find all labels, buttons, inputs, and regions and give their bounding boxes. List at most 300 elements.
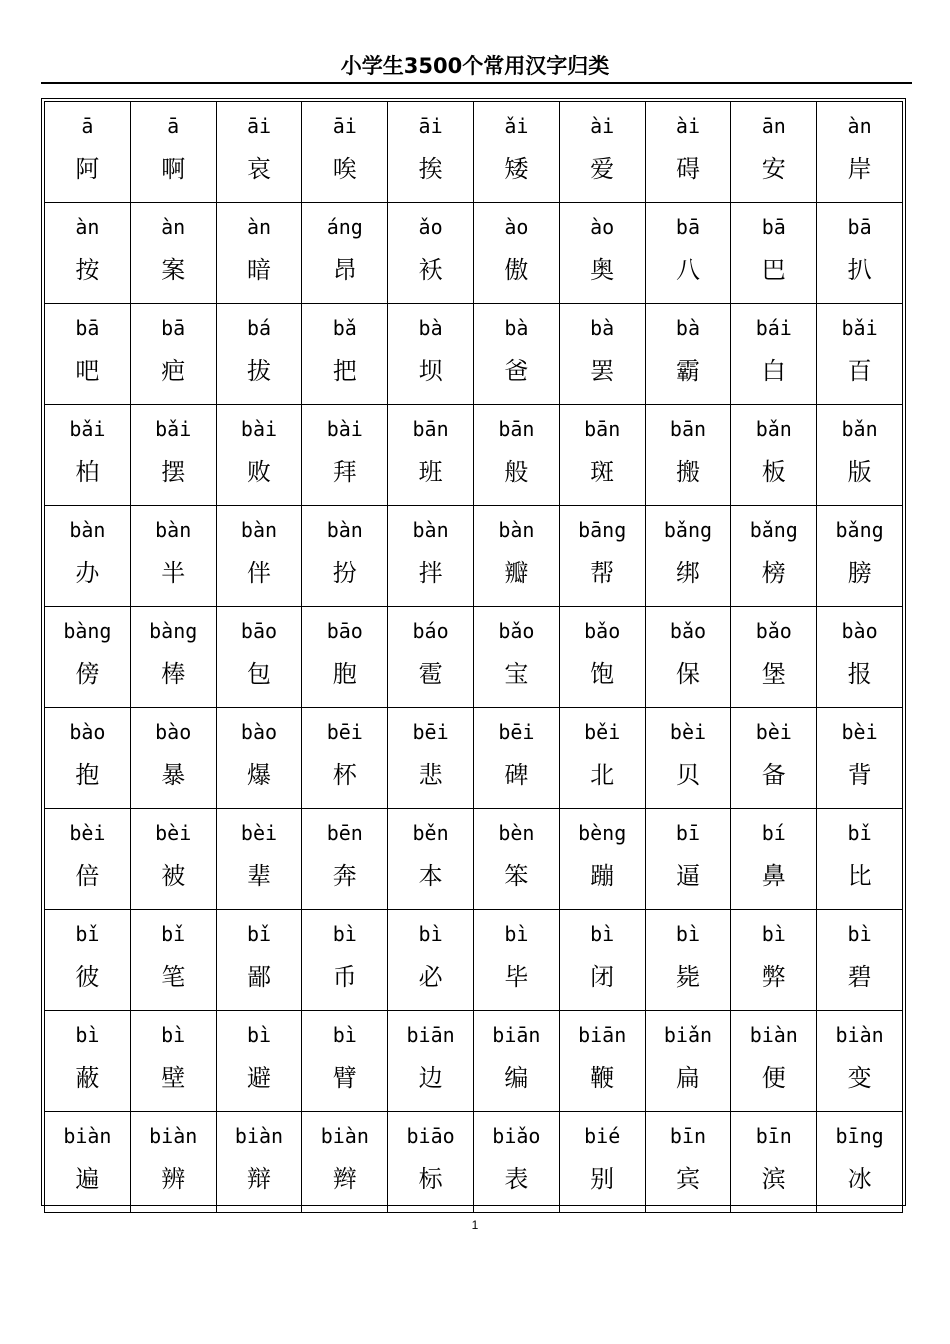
pinyin-label: bǎo [498, 619, 535, 643]
grid-row [45, 708, 903, 809]
character-cell [731, 708, 817, 809]
hanzi-character: 滨 [761, 1165, 786, 1193]
character-cell [645, 304, 731, 405]
pinyin-label: bào [240, 720, 278, 744]
pinyin-label: biān [406, 1023, 455, 1047]
hanzi-character: 按 [75, 256, 100, 284]
character-cell [473, 1011, 559, 1112]
character-cell [731, 1112, 817, 1213]
pinyin-label: bā [847, 215, 872, 239]
pinyin-label: biāo [406, 1124, 455, 1148]
hanzi-character: 抱 [75, 761, 100, 789]
hanzi-character: 暗 [246, 256, 271, 284]
pinyin-label: biàn [749, 1023, 798, 1047]
character-cell [817, 102, 903, 203]
hanzi-character: 安 [761, 155, 786, 183]
character-cell [302, 1112, 388, 1213]
pinyin-label: bā [75, 316, 100, 340]
character-cell [302, 910, 388, 1011]
character-cell [817, 506, 903, 607]
character-cell [388, 1011, 474, 1112]
character-cell [731, 203, 817, 304]
hanzi-character: 岸 [847, 155, 872, 183]
character-cell [645, 607, 731, 708]
hanzi-character: 伴 [246, 559, 271, 587]
pinyin-label: bǎng [663, 518, 713, 542]
character-cell [388, 203, 474, 304]
pinyin-label: bì [332, 922, 357, 946]
character-cell [645, 809, 731, 910]
grid-row [45, 910, 903, 1011]
pinyin-label: bà [675, 316, 701, 340]
hanzi-character: 鞭 [590, 1064, 615, 1092]
character-cell [645, 102, 731, 203]
character-cell [731, 809, 817, 910]
pinyin-label: biàn [234, 1124, 284, 1148]
pinyin-label: biān [492, 1023, 541, 1047]
hanzi-character: 昂 [332, 256, 357, 284]
character-cell [473, 203, 559, 304]
pinyin-label: bèi [841, 720, 878, 744]
character-cell [45, 1112, 131, 1213]
hanzi-character: 唉 [332, 155, 357, 183]
character-cell [216, 1112, 302, 1213]
character-cell [473, 405, 559, 506]
pinyin-label: bàng [149, 619, 198, 643]
character-cell [559, 910, 645, 1011]
pinyin-label: bàn [69, 518, 106, 542]
grid-row [45, 304, 903, 405]
character-cell [302, 304, 388, 405]
hanzi-character: 傍 [75, 660, 100, 688]
character-cell [388, 607, 474, 708]
character-cell [216, 809, 302, 910]
pinyin-label: báo [412, 619, 449, 643]
hanzi-character: 背 [847, 761, 872, 789]
pinyin-label: bǎn [841, 417, 878, 441]
pinyin-label: bǐ [847, 821, 872, 845]
hanzi-character: 把 [332, 357, 357, 385]
hanzi-character: 贝 [675, 761, 700, 789]
hanzi-character: 辫 [332, 1165, 357, 1193]
hanzi-character: 扒 [847, 256, 872, 284]
pinyin-label: bān [584, 417, 621, 441]
character-cell [388, 1112, 474, 1213]
hanzi-character: 北 [590, 761, 615, 789]
hanzi-character: 碑 [504, 761, 529, 789]
character-cell [645, 203, 731, 304]
character-cell [388, 708, 474, 809]
pinyin-label: bā [761, 215, 786, 239]
pinyin-label: bǐ [161, 922, 186, 946]
character-cell [817, 1112, 903, 1213]
hanzi-character: 霸 [675, 357, 700, 385]
hanzi-character: 边 [418, 1064, 443, 1092]
character-cell [302, 405, 388, 506]
hanzi-character: 案 [161, 256, 186, 284]
character-cell [473, 102, 559, 203]
pinyin-label: bā [161, 316, 186, 340]
hanzi-character: 饱 [590, 660, 615, 688]
pinyin-label: biàn [63, 1124, 112, 1148]
pinyin-label: bān [498, 417, 535, 441]
pinyin-label: bì [590, 922, 615, 946]
hanzi-character: 矮 [504, 155, 529, 183]
hanzi-character: 堡 [761, 660, 786, 688]
character-cell [817, 809, 903, 910]
pinyin-label: bí [761, 821, 786, 845]
pinyin-label: bài [326, 417, 363, 441]
hanzi-character: 巴 [761, 256, 786, 284]
pinyin-label: bēn [326, 821, 363, 845]
hanzi-character: 悲 [418, 761, 443, 789]
character-cell [731, 304, 817, 405]
pinyin-label: ài [590, 114, 615, 138]
pinyin-label: biǎn [663, 1023, 713, 1047]
grid-row [45, 405, 903, 506]
character-cell [45, 102, 131, 203]
hanzi-character: 鄙 [246, 963, 271, 991]
hanzi-character: 变 [847, 1064, 872, 1092]
hanzi-character: 败 [246, 458, 271, 486]
hanzi-character: 版 [847, 458, 872, 486]
hanzi-character: 本 [418, 862, 443, 890]
pinyin-label: ài [675, 114, 701, 138]
hanzi-character: 别 [590, 1165, 615, 1193]
pinyin-label: biǎo [492, 1124, 541, 1148]
character-cell [45, 304, 131, 405]
character-cell [302, 102, 388, 203]
hanzi-character: 拔 [246, 357, 271, 385]
character-cell [559, 405, 645, 506]
hanzi-character: 必 [418, 963, 443, 991]
character-cell [473, 708, 559, 809]
grid-row [45, 1011, 903, 1112]
hanzi-character: 臂 [332, 1064, 357, 1092]
hanzi-character: 帮 [590, 559, 615, 587]
character-cell [645, 708, 731, 809]
hanzi-character: 胞 [332, 660, 357, 688]
pinyin-label: bēi [326, 720, 363, 744]
character-cell [130, 1112, 216, 1213]
pinyin-label: bì [246, 1023, 272, 1047]
hanzi-character: 摆 [161, 458, 186, 486]
character-cell [559, 809, 645, 910]
hanzi-character: 榜 [761, 559, 786, 587]
pinyin-label: bàn [412, 518, 449, 542]
character-cell [388, 809, 474, 910]
character-cell [388, 304, 474, 405]
pinyin-label: bèi [155, 821, 192, 845]
character-cell [473, 506, 559, 607]
pinyin-label: bèi [69, 821, 106, 845]
pinyin-label: běn [412, 821, 449, 845]
grid-row [45, 203, 903, 304]
hanzi-character: 保 [675, 660, 700, 688]
character-cell [130, 809, 216, 910]
pinyin-label: bèi [755, 720, 792, 744]
hanzi-character: 冰 [847, 1165, 872, 1193]
title-underline [41, 82, 912, 84]
character-grid [41, 98, 906, 1206]
pinyin-label: bì [161, 1023, 186, 1047]
hanzi-character: 般 [504, 458, 529, 486]
character-cell [559, 708, 645, 809]
character-cell [817, 708, 903, 809]
pinyin-label: ǎo [418, 215, 443, 239]
character-cell [302, 1011, 388, 1112]
pinyin-label: bèi [669, 720, 707, 744]
character-cell [216, 102, 302, 203]
pinyin-label: bǎo [755, 619, 792, 643]
hanzi-character: 被 [161, 862, 186, 890]
character-cell [559, 1112, 645, 1213]
pinyin-label: bì [504, 922, 529, 946]
hanzi-character: 扮 [332, 559, 357, 587]
pinyin-label: biàn [320, 1124, 369, 1148]
pinyin-label: bì [675, 922, 701, 946]
character-cell [216, 405, 302, 506]
pinyin-label: ǎi [504, 114, 529, 138]
character-cell [130, 910, 216, 1011]
character-cell [302, 708, 388, 809]
pinyin-label: bào [69, 720, 106, 744]
hanzi-character: 暴 [161, 761, 186, 789]
pinyin-label: bǎ [332, 316, 357, 340]
pinyin-label: àn [161, 215, 186, 239]
pinyin-label: bǐ [75, 922, 100, 946]
hanzi-character: 哀 [246, 155, 271, 183]
character-cell [473, 1112, 559, 1213]
character-cell [216, 506, 302, 607]
pinyin-label: bāng [578, 518, 627, 542]
pinyin-label: ān [761, 114, 786, 138]
character-cell [473, 910, 559, 1011]
hanzi-character: 啊 [161, 155, 186, 183]
hanzi-character: 爸 [504, 357, 529, 385]
pinyin-label: bà [418, 316, 443, 340]
pinyin-label: ào [590, 215, 615, 239]
pinyin-label: āi [418, 114, 443, 138]
pinyin-label: bī [675, 821, 701, 845]
pinyin-label: bèng [578, 821, 627, 845]
character-cell [216, 708, 302, 809]
character-cell [130, 102, 216, 203]
hanzi-character: 白 [761, 357, 786, 385]
character-cell [130, 708, 216, 809]
page-title: 小学生3500个常用汉字归类 [340, 54, 610, 78]
hanzi-character: 辨 [161, 1165, 186, 1193]
hanzi-character: 包 [246, 660, 271, 688]
character-cell [302, 809, 388, 910]
character-cell [731, 405, 817, 506]
character-cell [388, 910, 474, 1011]
pinyin-label: bì [847, 922, 872, 946]
hanzi-character: 班 [418, 458, 443, 486]
character-cell [130, 304, 216, 405]
hanzi-character: 扁 [675, 1064, 700, 1092]
hanzi-character: 板 [761, 458, 786, 486]
character-cell [817, 203, 903, 304]
character-cell [473, 304, 559, 405]
character-cell [817, 607, 903, 708]
grid-row [45, 809, 903, 910]
character-cell [302, 506, 388, 607]
hanzi-character: 备 [761, 761, 786, 789]
pinyin-label: bīn [755, 1124, 792, 1148]
pinyin-label: ā [81, 114, 94, 138]
hanzi-character: 便 [761, 1064, 786, 1092]
character-cell [216, 607, 302, 708]
character-cell [645, 1011, 731, 1112]
pinyin-label: bèn [498, 821, 535, 845]
character-cell [817, 304, 903, 405]
pinyin-label: bà [590, 316, 615, 340]
hanzi-character: 半 [161, 559, 186, 587]
hanzi-character: 傲 [504, 256, 529, 284]
hanzi-character: 毕 [504, 963, 529, 991]
character-cell [645, 910, 731, 1011]
grid-row [45, 1112, 903, 1213]
character-cell [45, 506, 131, 607]
pinyin-label: bì [761, 922, 786, 946]
character-cell [45, 1011, 131, 1112]
hanzi-character: 坝 [418, 357, 443, 385]
hanzi-character: 拜 [332, 458, 357, 486]
hanzi-character: 办 [75, 559, 100, 587]
pinyin-label: bài [240, 417, 278, 441]
hanzi-character: 斑 [590, 458, 615, 486]
character-cell [130, 506, 216, 607]
hanzi-character: 蔽 [75, 1064, 100, 1092]
pinyin-label: biàn [835, 1023, 884, 1047]
character-cell [130, 1011, 216, 1112]
character-cell [216, 910, 302, 1011]
hanzi-character: 报 [847, 660, 872, 688]
hanzi-character: 编 [504, 1064, 529, 1092]
pinyin-label: bǐ [246, 922, 272, 946]
character-cell [130, 607, 216, 708]
hanzi-character: 爱 [590, 155, 615, 183]
character-cell [731, 1011, 817, 1112]
pinyin-label: bàng [63, 619, 112, 643]
hanzi-character: 吧 [75, 357, 100, 385]
pinyin-label: bì [75, 1023, 100, 1047]
grid-row [45, 607, 903, 708]
character-cell [817, 405, 903, 506]
pinyin-label: bèi [240, 821, 278, 845]
pinyin-label: biàn [149, 1124, 198, 1148]
hanzi-character: 笨 [504, 862, 529, 890]
pinyin-label: bān [412, 417, 449, 441]
character-cell [559, 1011, 645, 1112]
pinyin-label: àn [246, 215, 272, 239]
pinyin-label: bá [246, 316, 272, 340]
character-cell [559, 607, 645, 708]
character-cell [559, 203, 645, 304]
character-cell [559, 102, 645, 203]
character-cell [45, 203, 131, 304]
pinyin-label: àn [847, 114, 872, 138]
character-cell [473, 607, 559, 708]
pinyin-label: bàn [155, 518, 192, 542]
hanzi-character: 罢 [590, 357, 615, 385]
page-number: 1 [471, 1218, 479, 1232]
pinyin-label: bǎi [155, 417, 192, 441]
hanzi-character: 宝 [504, 660, 529, 688]
character-cell [302, 607, 388, 708]
pinyin-label: bàn [326, 518, 363, 542]
pinyin-label: bǎn [755, 417, 792, 441]
hanzi-character: 八 [675, 256, 700, 284]
hanzi-character: 雹 [418, 660, 443, 688]
pinyin-label: ào [504, 215, 529, 239]
pinyin-label: bēi [498, 720, 535, 744]
pinyin-label: bān [669, 417, 707, 441]
pinyin-label: bào [155, 720, 192, 744]
hanzi-character: 辈 [246, 862, 271, 890]
character-cell [645, 506, 731, 607]
hanzi-character: 宾 [675, 1165, 700, 1193]
pinyin-label: áng [326, 215, 363, 239]
pinyin-label: bāo [240, 619, 278, 643]
pinyin-label: bǎng [835, 518, 884, 542]
pinyin-label: àn [75, 215, 100, 239]
hanzi-character: 遍 [75, 1165, 100, 1193]
hanzi-character: 笔 [161, 963, 186, 991]
character-cell [45, 405, 131, 506]
character-cell [473, 809, 559, 910]
character-cell [645, 405, 731, 506]
pinyin-label: běi [584, 720, 621, 744]
hanzi-character: 闭 [590, 963, 615, 991]
pinyin-label: bà [504, 316, 529, 340]
pinyin-label: bào [841, 619, 878, 643]
hanzi-character: 避 [246, 1064, 271, 1092]
pinyin-label: bēi [412, 720, 449, 744]
character-cell [731, 607, 817, 708]
pinyin-label: bàn [498, 518, 535, 542]
pinyin-label: bǎi [841, 316, 878, 340]
pinyin-label: biān [578, 1023, 627, 1047]
hanzi-character: 百 [847, 357, 872, 385]
hanzi-character: 阿 [75, 155, 100, 183]
pinyin-label: bì [418, 922, 443, 946]
pinyin-label: bǎo [584, 619, 621, 643]
hanzi-character: 碧 [847, 963, 872, 991]
hanzi-character: 疤 [161, 357, 186, 385]
hanzi-character: 杯 [332, 761, 357, 789]
hanzi-character: 弊 [761, 963, 786, 991]
pinyin-label: bīn [669, 1124, 707, 1148]
pinyin-label: āi [246, 114, 272, 138]
pinyin-label: bīng [835, 1124, 884, 1148]
grid-row [45, 102, 903, 203]
hanzi-character: 表 [504, 1165, 529, 1193]
pinyin-label: bàn [240, 518, 278, 542]
pinyin-label: bái [755, 316, 792, 340]
hanzi-character: 袄 [418, 256, 443, 284]
hanzi-character: 辩 [246, 1165, 271, 1193]
hanzi-character: 比 [847, 862, 872, 890]
character-table [44, 101, 903, 1213]
character-cell [559, 506, 645, 607]
character-cell [216, 203, 302, 304]
pinyin-label: bāo [326, 619, 363, 643]
hanzi-character: 爆 [246, 761, 271, 789]
character-cell [559, 304, 645, 405]
character-cell [817, 1011, 903, 1112]
